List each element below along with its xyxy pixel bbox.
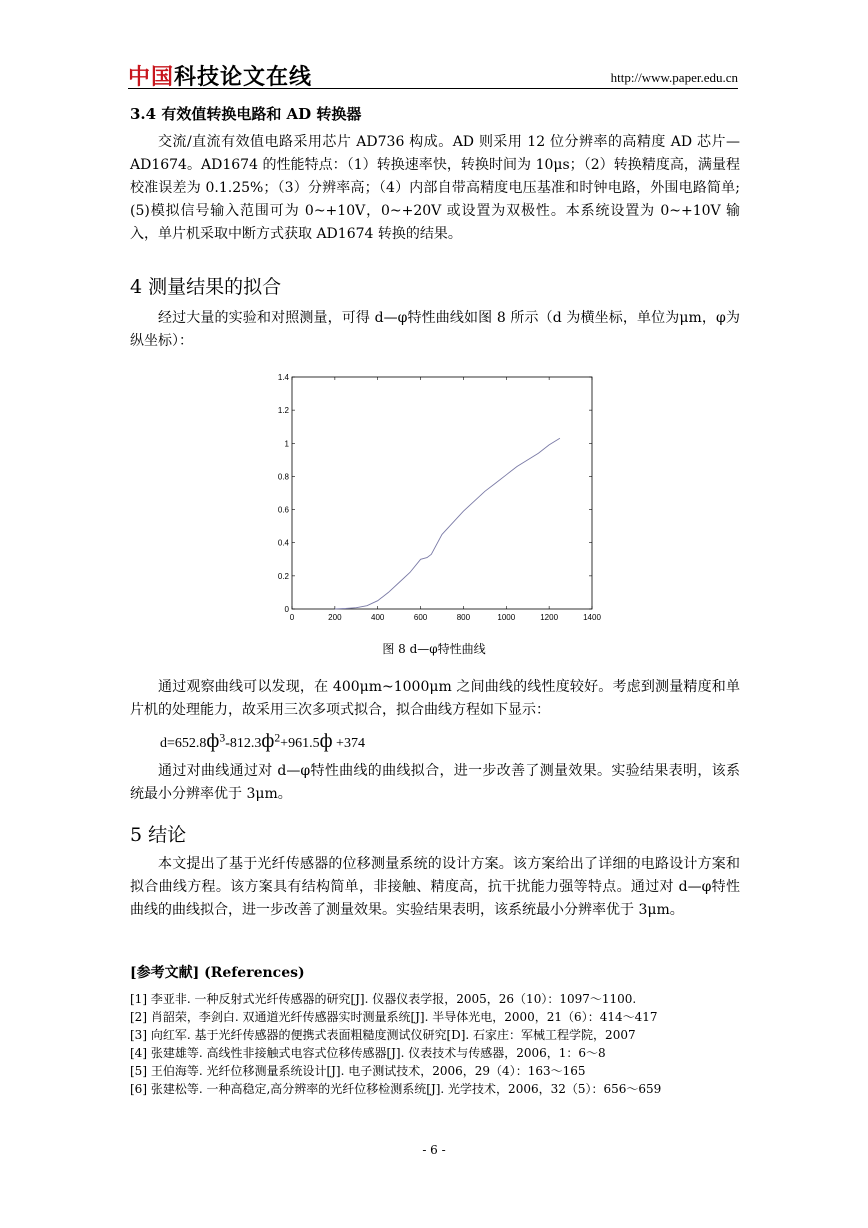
y-tick-label: 0.8 — [277, 472, 289, 482]
section-4-conclusion — [130, 760, 740, 806]
formula-part-3: +961.5 — [280, 736, 320, 751]
section-3-4-title: 3.4 有效值转换电路和 AD 转换器 — [130, 105, 362, 123]
y-tick-label: 1.2 — [277, 406, 289, 416]
x-tick-label: 200 — [328, 613, 342, 622]
logo-red-text: 中国 — [128, 65, 175, 90]
logo-black-text: 科技论文在线 — [174, 65, 313, 90]
formula-part-2: -812.3 — [225, 736, 262, 751]
reference-item: [1] 李亚非. 一种反射式光纤传感器的研究[J]. 仪器仪表学报，2005，26（10）：1097～1100. — [130, 992, 637, 1006]
formula-phi-1: ф — [206, 730, 220, 752]
formula-part-4: +374 — [332, 736, 365, 751]
formula-phi-2: ф — [261, 730, 275, 752]
reference-item: [6] 张建松等. 一种高稳定,高分辨率的光纤位移检测系统[J]. 光学技术，2006，32（5）：656～659 — [130, 1082, 662, 1096]
x-tick-label: 1400 — [583, 613, 601, 622]
reference-item: [2] 肖韶荣，李剑白. 双通道光纤传感器实时测量系统[J]. 半导体光电，2000，21（6）：414～417 — [130, 1010, 658, 1024]
x-tick-label: 800 — [456, 613, 471, 622]
axis-ticks — [278, 373, 602, 622]
page-number: - 6 - — [422, 1143, 446, 1157]
fit-formula — [160, 730, 365, 753]
section-5-title: 5 结论 — [130, 824, 187, 846]
x-tick-label: 0 — [289, 613, 295, 622]
x-tick-label: 1200 — [540, 613, 559, 622]
header-url: http://www.paper.edu.cn — [610, 70, 738, 85]
section-5-paragraph: 本文提出了基于光纤传感器的位移测量系统的设计方案。该方案给出了详细的电路设计方案和拟合曲线方程。该方案具有结构简单，非接触、精度高，抗干扰能力强等特点。通过对 d—φ特性曲线的曲线拟合，进一步改善了测量效果。实验结果表明，该系统最小分辨率优于 3μm。 — [130, 856, 740, 918]
x-tick-label: 1000 — [497, 613, 516, 622]
series-line — [335, 438, 560, 609]
section-5-body — [130, 853, 740, 922]
reference-item: [4] 张建雄等. 高线性非接触式电容式位移传感器[J]. 仪表技术与传感器，2006，1：6～8 — [130, 1046, 606, 1060]
formula-exp-2: 2 — [274, 731, 281, 745]
y-tick-label: 1.4 — [277, 373, 289, 382]
section-3-4-paragraph: 交流/直流有效值电路采用芯片 AD736 构成。AD 则采用 12 位分辨率的高精度 AD 芯片—AD1674。AD1674 的性能特点：（1）转换速率快，转换时间为 10μs；（2）转换精度高，满量程校准误差为 0.1.25%；（3）分辨率高；（4）内部自带高精度电压基准和时钟电路，外围电路简单;(5)模拟信号输入范围可为 0~+10V，0~+20V 或设置为双极性。本系统设置为 0~+10V 输入，单片机采取中断方式获取 AD1674 转换的结果。 — [130, 134, 740, 242]
section-4-analysis — [130, 676, 740, 722]
formula-exp-3: 3 — [219, 731, 226, 745]
reference-item: [5] 王伯海等. 光纤位移测量系统设计[J]. 电子测试技术，2006，29（4）：163～165 — [130, 1064, 586, 1078]
x-tick-label: 400 — [371, 613, 385, 622]
figure-caption: 图 8 d—φ特性曲线 — [382, 642, 486, 656]
y-tick-label: 0 — [284, 605, 289, 614]
references-title: [参考文献] (References) — [130, 965, 305, 981]
y-tick-label: 0.4 — [277, 538, 289, 548]
section-4-paragraph-1: 经过大量的实验和对照测量，可得 d—φ特性曲线如图 8 所示（d 为横坐标，单位为μm，φ为纵坐标）： — [130, 310, 740, 349]
reference-item: [3] 向红军. 基于光纤传感器的便携式表面粗糙度测试仪研究[D]. 石家庄：军械工程学院，2007 — [130, 1028, 636, 1042]
section-4-paragraph-2: 通过观察曲线可以发现，在 400μm~1000μm 之间曲线的线性度较好。考虑到测量精度和单片机的处理能力，故采用三次多项式拟合，拟合曲线方程如下显示： — [130, 679, 740, 718]
plot-frame — [292, 377, 592, 609]
y-tick-label: 0.6 — [277, 505, 289, 515]
y-tick-label: 1 — [284, 439, 289, 449]
formula-part-1: d=652.8 — [160, 736, 207, 751]
references-list — [130, 990, 750, 1098]
y-tick-label: 0.2 — [277, 571, 289, 581]
x-tick-label: 600 — [413, 613, 428, 622]
formula-phi-3: ф — [319, 730, 333, 752]
section-4-paragraph-3: 通过对曲线通过对 d—φ特性曲线的曲线拟合，进一步改善了测量效果。实验结果表明，该系统最小分辨率优于 3μm。 — [130, 763, 740, 802]
section-4-title: 4 测量结果的拟合 — [130, 276, 282, 298]
